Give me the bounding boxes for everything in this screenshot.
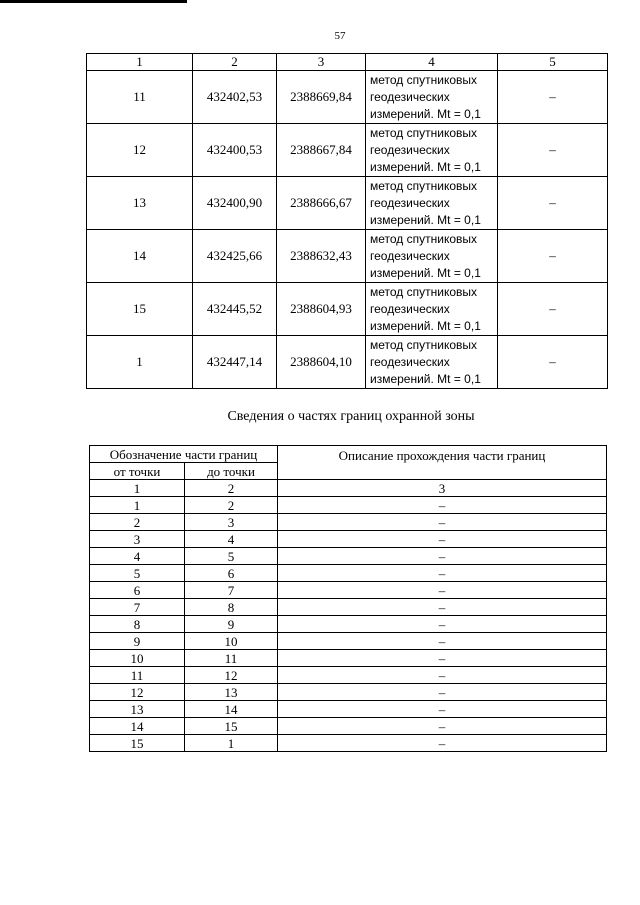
method-cell bbox=[366, 336, 498, 389]
table-row bbox=[90, 531, 607, 548]
method-cell bbox=[366, 283, 498, 336]
x-coordinate-cell: 432447,14 bbox=[193, 336, 277, 389]
to-point-cell: 6 bbox=[185, 565, 278, 582]
y-coordinate-cell: 2388604,10 bbox=[277, 336, 366, 389]
y-coordinate-cell: 2388632,43 bbox=[277, 230, 366, 283]
to-point-cell: 2 bbox=[185, 497, 278, 514]
description-cell: – bbox=[278, 582, 607, 599]
page-number: 57 bbox=[334, 30, 346, 42]
column-number-header: 5 bbox=[498, 54, 608, 71]
method-cell bbox=[366, 230, 498, 283]
to-point-cell: 10 bbox=[185, 633, 278, 650]
table-row bbox=[87, 336, 608, 389]
boundary-parts-table bbox=[89, 445, 607, 752]
table-row bbox=[87, 177, 608, 230]
table-row bbox=[90, 684, 607, 701]
note-cell: – bbox=[498, 71, 608, 124]
from-point-cell: 1 bbox=[90, 497, 185, 514]
from-point-cell: 3 bbox=[90, 531, 185, 548]
table-row bbox=[87, 124, 608, 177]
description-cell: – bbox=[278, 684, 607, 701]
table-row bbox=[90, 548, 607, 565]
table-row bbox=[87, 230, 608, 283]
x-coordinate-cell: 432400,53 bbox=[193, 124, 277, 177]
to-point-cell: 15 bbox=[185, 718, 278, 735]
from-point-cell: 14 bbox=[90, 718, 185, 735]
method-line: метод спутниковых bbox=[370, 337, 478, 352]
method-line: измерений. Mt = 0,1 bbox=[370, 318, 481, 333]
to-point-cell: 13 bbox=[185, 684, 278, 701]
from-point-cell: 12 bbox=[90, 684, 185, 701]
from-point-cell: 15 bbox=[90, 735, 185, 752]
from-point-cell: 5 bbox=[90, 565, 185, 582]
table-row bbox=[90, 735, 607, 752]
point-number-cell: 12 bbox=[87, 124, 193, 177]
method-line: геодезических bbox=[370, 195, 450, 210]
method-line: измерений. Mt = 0,1 bbox=[370, 106, 481, 121]
description-cell: – bbox=[278, 497, 607, 514]
y-coordinate-cell: 2388669,84 bbox=[277, 71, 366, 124]
parts-header-row bbox=[90, 446, 607, 463]
description-cell: – bbox=[278, 718, 607, 735]
note-cell: – bbox=[498, 124, 608, 177]
x-coordinate-cell: 432445,52 bbox=[193, 283, 277, 336]
to-point-cell: 12 bbox=[185, 667, 278, 684]
from-point-cell: 13 bbox=[90, 701, 185, 718]
to-point-cell: 1 bbox=[185, 735, 278, 752]
from-point-header: от точки bbox=[90, 463, 185, 480]
scan-corner-mark bbox=[0, 0, 187, 3]
description-cell: – bbox=[278, 531, 607, 548]
x-coordinate-cell: 432400,90 bbox=[193, 177, 277, 230]
column-number-header: 4 bbox=[366, 54, 498, 71]
to-point-cell: 8 bbox=[185, 599, 278, 616]
y-coordinate-cell: 2388604,93 bbox=[277, 283, 366, 336]
x-coordinate-cell: 432402,53 bbox=[193, 71, 277, 124]
table-row bbox=[90, 667, 607, 684]
table-row bbox=[90, 514, 607, 531]
column-number-header: 3 bbox=[278, 480, 607, 497]
method-line: метод спутниковых bbox=[370, 72, 478, 87]
from-point-cell: 2 bbox=[90, 514, 185, 531]
to-point-header: до точки bbox=[185, 463, 278, 480]
table-row bbox=[90, 565, 607, 582]
method-line: геодезических bbox=[370, 142, 450, 157]
to-point-cell: 11 bbox=[185, 650, 278, 667]
point-number-cell: 11 bbox=[87, 71, 193, 124]
method-line: метод спутниковых bbox=[370, 231, 478, 246]
description-cell: – bbox=[278, 599, 607, 616]
method-line: геодезических bbox=[370, 248, 450, 263]
from-point-cell: 8 bbox=[90, 616, 185, 633]
boundary-part-designation-header: Обозначение части границ bbox=[90, 446, 278, 463]
method-line: измерений. Mt = 0,1 bbox=[370, 212, 481, 227]
column-number-header: 2 bbox=[185, 480, 278, 497]
table-row bbox=[87, 283, 608, 336]
method-line: геодезических bbox=[370, 354, 450, 369]
description-cell: – bbox=[278, 565, 607, 582]
note-cell: – bbox=[498, 230, 608, 283]
description-cell: – bbox=[278, 650, 607, 667]
to-point-cell: 3 bbox=[185, 514, 278, 531]
method-line: метод спутниковых bbox=[370, 284, 478, 299]
table-row bbox=[90, 599, 607, 616]
point-number-cell: 14 bbox=[87, 230, 193, 283]
description-header: Описание прохождения части границ bbox=[278, 446, 607, 480]
method-line: геодезических bbox=[370, 301, 450, 316]
table-row bbox=[90, 633, 607, 650]
method-line: метод спутниковых bbox=[370, 125, 478, 140]
coordinates-header-row bbox=[87, 54, 608, 71]
coordinates-table bbox=[86, 53, 608, 389]
description-cell: – bbox=[278, 735, 607, 752]
x-coordinate-cell: 432425,66 bbox=[193, 230, 277, 283]
column-number-header: 2 bbox=[193, 54, 277, 71]
parts-number-row bbox=[90, 480, 607, 497]
description-cell: – bbox=[278, 633, 607, 650]
from-point-cell: 10 bbox=[90, 650, 185, 667]
column-number-header: 3 bbox=[277, 54, 366, 71]
description-cell: – bbox=[278, 548, 607, 565]
method-line: геодезических bbox=[370, 89, 450, 104]
method-cell bbox=[366, 71, 498, 124]
method-line: измерений. Mt = 0,1 bbox=[370, 371, 481, 386]
note-cell: – bbox=[498, 177, 608, 230]
point-number-cell: 13 bbox=[87, 177, 193, 230]
to-point-cell: 4 bbox=[185, 531, 278, 548]
from-point-cell: 4 bbox=[90, 548, 185, 565]
to-point-cell: 9 bbox=[185, 616, 278, 633]
table-row bbox=[87, 71, 608, 124]
method-cell bbox=[366, 177, 498, 230]
description-cell: – bbox=[278, 667, 607, 684]
to-point-cell: 5 bbox=[185, 548, 278, 565]
table-row bbox=[90, 701, 607, 718]
table-row bbox=[90, 497, 607, 514]
note-cell: – bbox=[498, 283, 608, 336]
point-number-cell: 1 bbox=[87, 336, 193, 389]
table-row bbox=[90, 616, 607, 633]
to-point-cell: 14 bbox=[185, 701, 278, 718]
note-cell: – bbox=[498, 336, 608, 389]
column-number-header: 1 bbox=[90, 480, 185, 497]
method-cell bbox=[366, 124, 498, 177]
column-number-header: 1 bbox=[87, 54, 193, 71]
point-number-cell: 15 bbox=[87, 283, 193, 336]
from-point-cell: 9 bbox=[90, 633, 185, 650]
method-line: метод спутниковых bbox=[370, 178, 478, 193]
section-title: Сведения о частях границ охранной зоны bbox=[227, 409, 475, 424]
y-coordinate-cell: 2388667,84 bbox=[277, 124, 366, 177]
from-point-cell: 7 bbox=[90, 599, 185, 616]
table-row bbox=[90, 718, 607, 735]
from-point-cell: 11 bbox=[90, 667, 185, 684]
method-line: измерений. Mt = 0,1 bbox=[370, 159, 481, 174]
y-coordinate-cell: 2388666,67 bbox=[277, 177, 366, 230]
from-point-cell: 6 bbox=[90, 582, 185, 599]
description-cell: – bbox=[278, 514, 607, 531]
table-row bbox=[90, 582, 607, 599]
description-cell: – bbox=[278, 616, 607, 633]
to-point-cell: 7 bbox=[185, 582, 278, 599]
description-cell: – bbox=[278, 701, 607, 718]
method-line: измерений. Mt = 0,1 bbox=[370, 265, 481, 280]
table-row bbox=[90, 650, 607, 667]
